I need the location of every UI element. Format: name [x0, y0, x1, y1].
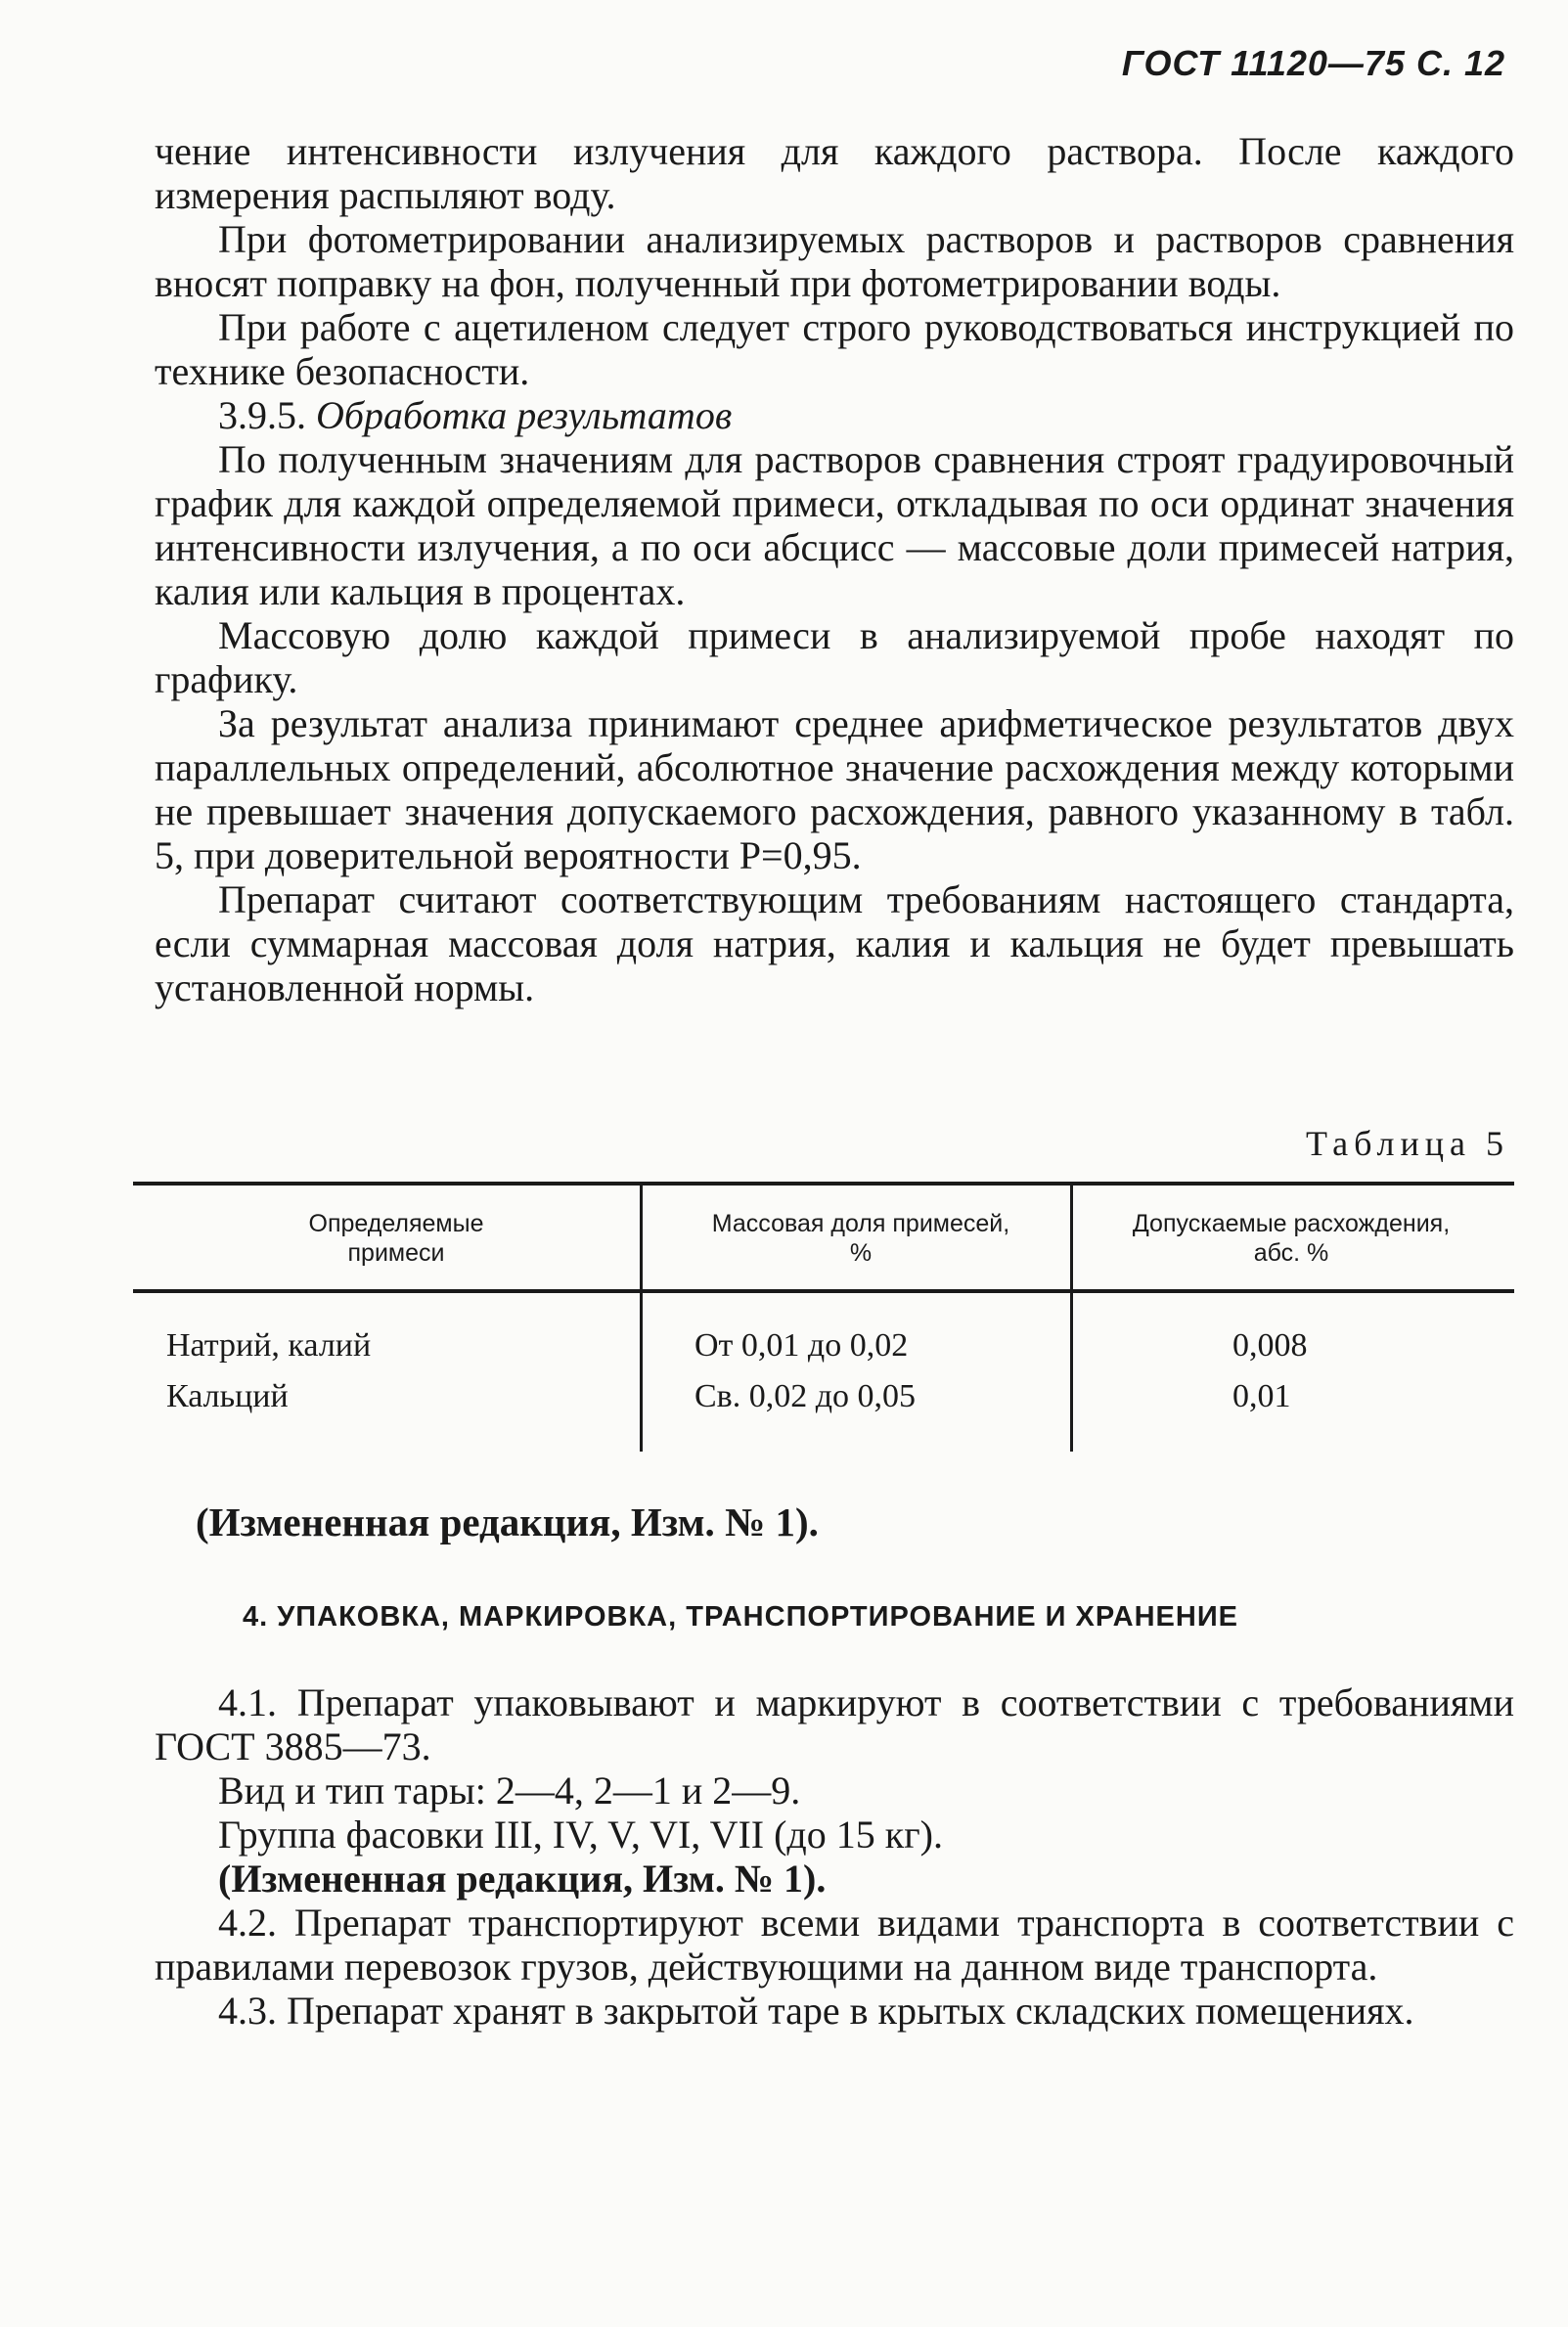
subsection-number: 3.9.5.	[218, 393, 306, 437]
revision-note: (Измененная редакция, Изм. № 1).	[196, 1499, 819, 1544]
table-column-divider-2	[1070, 1186, 1073, 1452]
section-4-heading: 4. УПАКОВКА, МАРКИРОВКА, ТРАНСПОРТИРОВАНИЕ И ХРАНЕНИЕ	[243, 1601, 1239, 1633]
paragraph-4-2: 4.2. Препарат транспортируют всеми видами транспорта в соответствии с правилами перевозок грузов, действующими на данном виде транспорта.	[155, 1901, 1514, 1989]
paragraph-compliance: Препарат считают соответствующим требованиям настоящего стандарта, если суммарная массовая доля натрия, калия и кальция не будет превышать установленной нормы.	[155, 877, 1514, 1009]
paragraph-safety: При работе с ацетиленом следует строго руководствоваться инструкцией по технике безопасности.	[155, 305, 1514, 393]
paragraph-4-1: 4.1. Препарат упаковывают и маркируют в соответствии с требованиями ГОСТ 3885—73.	[155, 1680, 1514, 1768]
subsection-title: Обработка результатов	[316, 393, 733, 437]
body-text-top	[155, 129, 1514, 1009]
running-header: ГОСТ 11120—75 С. 12	[1121, 43, 1505, 83]
table-cell-tolerance-1: 0,008	[1232, 1327, 1308, 1364]
subsection-heading-3-9-5	[155, 393, 1514, 437]
table-cell-impurity-2: Кальций	[166, 1378, 289, 1414]
table-header-impurity: Определяемые примеси	[308, 1210, 484, 1267]
paragraph-result: За результат анализа принимают среднее арифметическое результатов двух параллельных определений, абсолютное значение расхождения между которыми не превышает значения допускаемого расхождения, равного указанному в табл. 5, при доверительной вероятности P=0,95.	[155, 701, 1514, 877]
table-header-tolerance: Допускаемые расхождения, абс. %	[1132, 1210, 1451, 1267]
paragraph-packing-group: Группа фасовки III, IV, V, VI, VII (до 15 кг).	[218, 1812, 943, 1857]
table-cell-mass-fraction-1: От 0,01 до 0,02	[694, 1327, 909, 1364]
table-cell-tolerance-2: 0,01	[1232, 1378, 1291, 1414]
table-header-mass-fraction: Массовая доля примесей, %	[711, 1210, 1010, 1267]
table-caption: Таблица 5	[1306, 1124, 1509, 1163]
paragraph-4-3: 4.3. Препарат хранят в закрытой таре в крытых складских помещениях.	[218, 1989, 1414, 2033]
table-cell-impurity-1: Натрий, калий	[166, 1327, 372, 1364]
revision-note-4-1: (Измененная редакция, Изм. № 1).	[218, 1857, 827, 1901]
paragraph-continuation: чение интенсивности излучения для каждого раствора. После каждого измерения распыляют воду.	[155, 129, 1514, 217]
table-top-rule	[133, 1182, 1514, 1186]
paragraph-calibration: По полученным значениям для растворов сравнения строят градуировочный график для каждой определяемой примеси, откладывая по оси ординат значения интенсивности излучения, а по оси абсцисс — массовые доли примесей натрия, калия или кальция в процентах.	[155, 437, 1514, 613]
table-cell-mass-fraction-2: Св. 0,02 до 0,05	[694, 1378, 917, 1414]
paragraph-graph: Массовую долю каждой примеси в анализируемой пробе находят по графику.	[155, 613, 1514, 701]
paragraph-container-type: Вид и тип тары: 2—4, 2—1 и 2—9.	[218, 1768, 801, 1812]
paragraph-background-correction: При фотометрировании анализируемых растворов и растворов сравнения вносят поправку на фон, полученный при фотометрировании воды.	[155, 217, 1514, 305]
body-text-section-4	[155, 1680, 1514, 2033]
table-header-rule	[133, 1289, 1514, 1293]
table-column-divider-1	[640, 1186, 643, 1452]
